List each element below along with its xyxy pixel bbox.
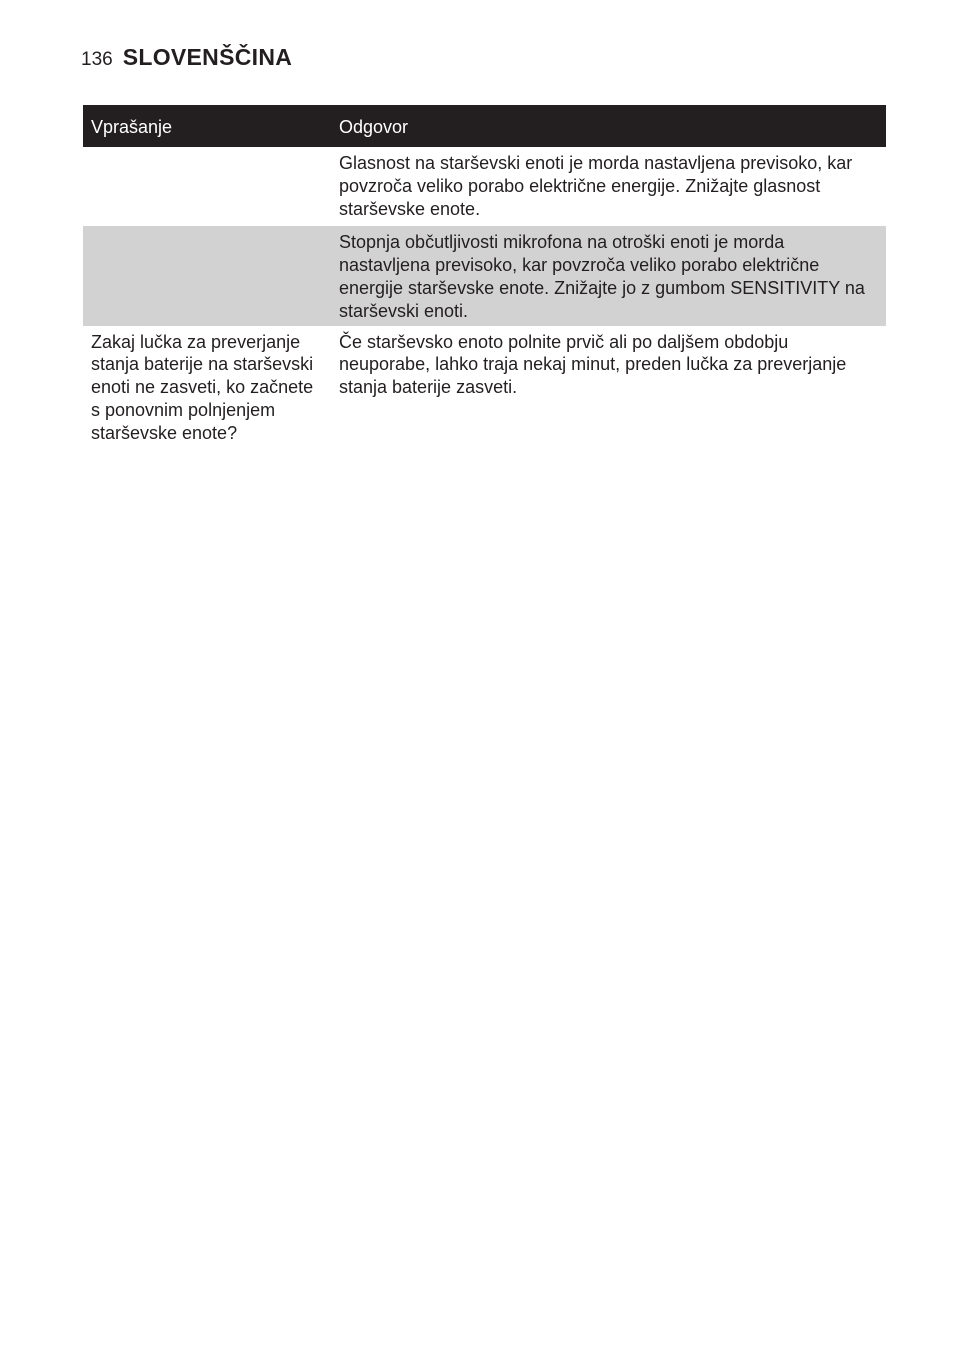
- column-header-answer: Odgovor: [339, 117, 409, 137]
- question-cell: [83, 147, 331, 226]
- answer-cell: Stopnja občutljivosti mikrofona na otroški enoti je morda nastavljena previsoko, kar povzroča veliko porabo električne energije starševske enote. Znižajte jo z gumbom SENSITIVITY na starševski enoti.: [339, 232, 865, 321]
- page-number: 136: [81, 49, 113, 70]
- table-row: [83, 226, 886, 325]
- answer-cell: Če starševsko enoto polnite prvič ali po daljšem obdobju neuporabe, lahko traja nekaj minut, preden lučka za preverjanje stanja baterije zasveti.: [339, 331, 847, 398]
- table-row: [83, 326, 886, 451]
- section-title: SLOVENŠČINA: [122, 44, 293, 70]
- table-body: [83, 147, 886, 451]
- page-header: [81, 44, 292, 71]
- table-row: [83, 147, 886, 226]
- faq-table: [83, 105, 886, 451]
- table-header: [83, 105, 886, 147]
- table-header-row: [83, 105, 886, 147]
- answer-cell: Glasnost na starševski enoti je morda nastavljena previsoko, kar povzroča veliko porabo električne energije. Znižajte glasnost starševske enote.: [339, 153, 853, 219]
- question-cell: Zakaj lučka za preverjanje stanja baterije na starševski enoti ne zasveti, ko začnete s ponovnim polnjenjem starševske enote?: [91, 331, 314, 443]
- column-header-question: Vprašanje: [91, 117, 173, 137]
- question-cell: [83, 226, 331, 325]
